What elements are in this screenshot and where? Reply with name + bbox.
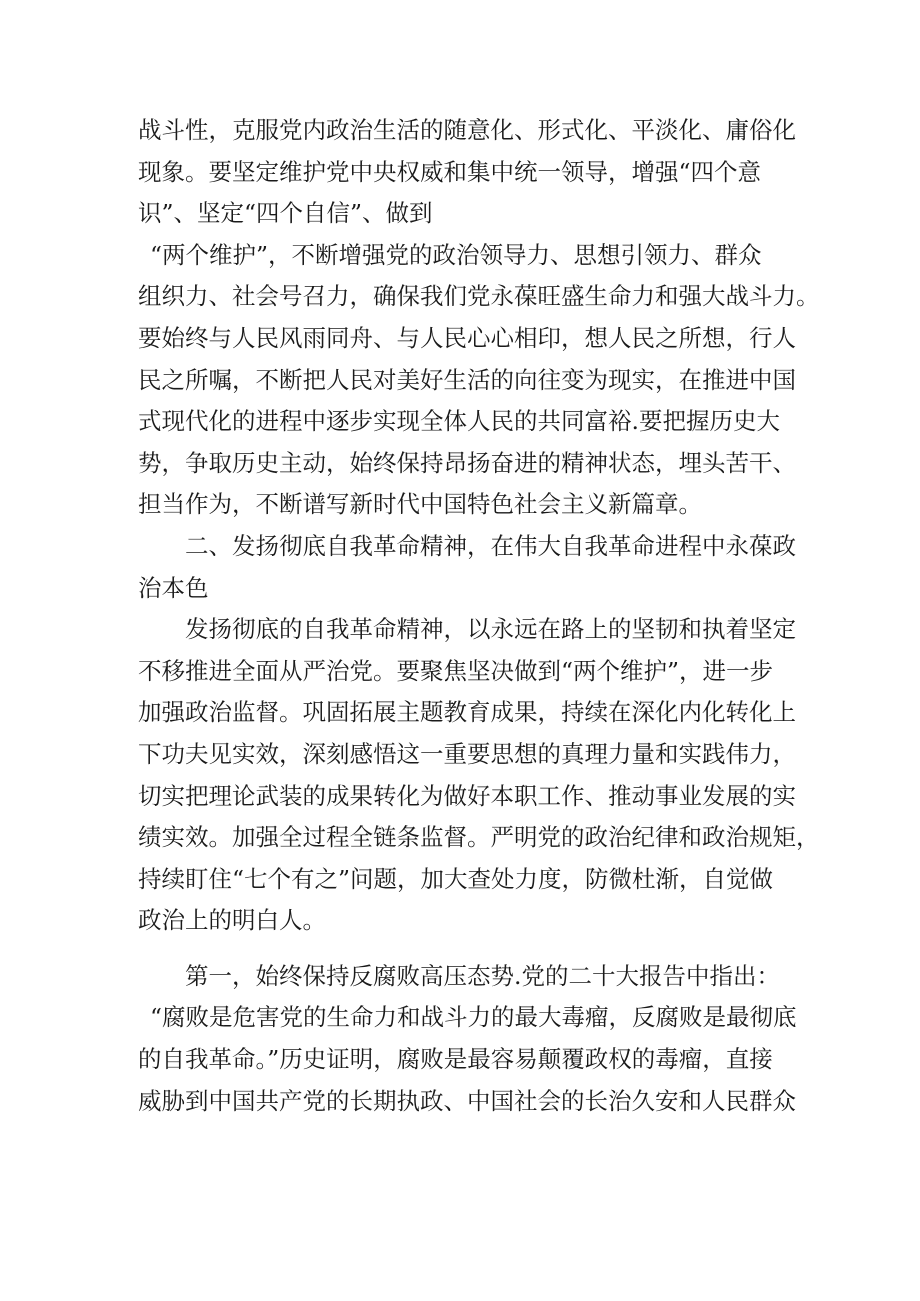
text-line: 政治上的明白人。 <box>138 906 326 935</box>
text-line: “两个维护”，不断增强党的政治领导力、思想引领力、群众 <box>150 240 762 269</box>
text-line: 加强政治监督。巩固拓展主题教育成果，持续在深化内化转化上 <box>138 698 796 727</box>
text-line: 绩实效。加强全过程全链条监督。严明党的政治纪律和政治规矩， <box>138 823 820 852</box>
text-line: 担当作为，不断谱写新时代中国特色社会主义新篇章。 <box>138 490 702 519</box>
paragraph-gap <box>138 942 788 956</box>
text-line: 的自我革命。”历史证明，腐败是最容易颠覆政权的毒瘤，直接 <box>138 1045 773 1074</box>
text-line: 要始终与人民风雨同舟、与人民心心相印，想人民之所想，行人 <box>138 323 796 352</box>
text-line: 威胁到中国共产党的长期执政、中国社会的长治久安和人民群众 <box>138 1086 796 1115</box>
text-line: 不移推进全面从严治党。要聚焦坚决做到“两个维护”，进一步 <box>138 656 774 685</box>
text-line: 组织力、社会号召力，确保我们党永葆旺盛生命力和强大战斗力。 <box>138 282 820 311</box>
text-line: 势，争取历史主动，始终保持昂扬奋进的精神状态，埋头苦干、 <box>138 448 796 477</box>
text-line: 持续盯住“七个有之”问题，加大查处力度，防微杜渐，自觉做 <box>138 864 774 893</box>
body-text <box>138 110 820 1122</box>
text-line: 民之所嘱，不断把人民对美好生活的向往变为现实，在推进中国 <box>138 365 796 394</box>
text-line: 现象。要坚定维护党中央权威和集中统一领导，增强“四个意 <box>138 157 762 186</box>
text-line: “腐败是危害党的生命力和战斗力的最大毒瘤，反腐败是最彻底 <box>150 1003 797 1032</box>
section-heading-line: 二、发扬彻底自我革命精神，在伟大自我革命进程中永葆政 <box>185 531 796 560</box>
text-line: 发扬彻底的自我革命精神，以永远在路上的坚韧和执着坚定 <box>185 615 796 644</box>
text-line: 第一，始终保持反腐败高压态势.党的二十大报告中指出： <box>185 961 780 990</box>
section-heading-line: 治本色 <box>138 573 209 602</box>
text-line: 式现代化的进程中逐步实现全体人民的共同富裕.要把握历史大 <box>138 407 780 436</box>
text-line: 切实把理论武装的成果转化为做好本职工作、推动事业发展的实 <box>138 781 796 810</box>
text-line: 识”、坚定“四个自信”、做到 <box>138 199 433 228</box>
text-line: 下功夫见实效，深刻感悟这一重要思想的真理力量和实践伟力， <box>138 739 796 768</box>
text-line: 战斗性，克服党内政治生活的随意化、形式化、平淡化、庸俗化 <box>138 116 796 144</box>
